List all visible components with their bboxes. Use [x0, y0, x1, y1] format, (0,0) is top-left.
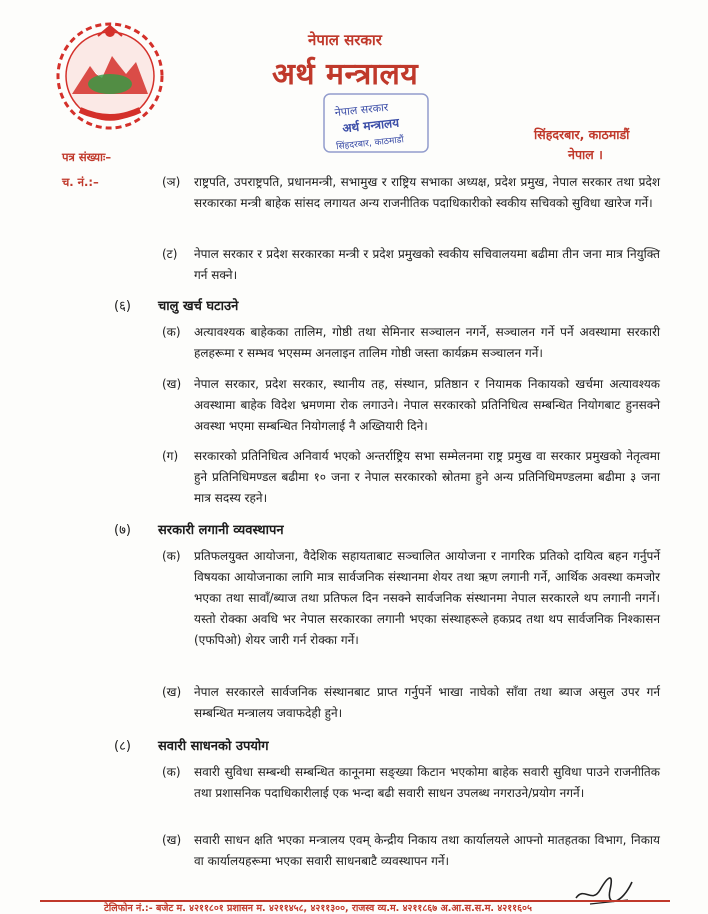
item-label: (क)	[162, 549, 181, 563]
item-text: नेपाल सरकारले सार्वजनिक संस्थानबाट प्राप्त गर्नुपर्ने भाखा नाघेको साँवा तथा ब्याज असुल उपर गर्न सम्बन्धित मन्त्रालय जवाफदेही हुने।	[194, 685, 660, 720]
list-item	[162, 172, 660, 214]
dispatch-number-label: च. नं.:–	[62, 175, 99, 189]
stamp-line-3: सिंहदरबार, काठमाडौं	[335, 135, 405, 153]
section-heading	[114, 736, 269, 754]
item-label: (ख)	[162, 833, 182, 847]
address-line-2: नेपाल ।	[568, 147, 603, 162]
item-text: नेपाल सरकार र प्रदेश सरकारका मन्त्री र प्रदेश प्रमुखको स्वकीय सचिवालयमा बढीमा तीन जना मात्र नियुक्ति गर्न सक्ने।	[194, 247, 660, 282]
section-title: सवारी साधनको उपयोग	[158, 739, 269, 754]
section-heading	[114, 296, 239, 314]
reference-number-label: पत्र संख्याः–	[62, 150, 112, 164]
item-label: (क)	[162, 325, 181, 339]
nepal-emblem-icon	[50, 18, 170, 136]
government-title: नेपाल सरकार	[308, 31, 382, 49]
item-label: (क)	[162, 765, 181, 779]
item-label: (ञ)	[162, 175, 181, 189]
list-item	[162, 762, 660, 804]
item-text: नेपाल सरकार, प्रदेश सरकार, स्थानीय तह, संस्थान, प्रतिष्ठान र नियामक निकायको खर्चमा अत्यावश्यक अवस्थामा बाहेक विदेश भ्रमणमा रोक लगाउने। नेपाल सरकारको प्रतिनिधित्व सम्बन्धित नियोगबाट हुनसक्ने अवस्था भएमा सम्बन्धित नियोगलाई नै अख्तियारी दिने।	[194, 377, 660, 433]
item-text: सवारी साधन क्षति भएका मन्त्रालय एवम् केन्द्रीय निकाय तथा कार्यालयले आफ्नो मातहतका विभाग, निकाय वा कार्यालयहरूमा भएका सवारी साधनबाटै व्यवस्थापन गर्ने।	[194, 833, 660, 868]
list-item	[162, 546, 660, 651]
item-text: राष्ट्रपति, उपराष्ट्रपति, प्रधानमन्त्री, सभामुख र राष्ट्रिय सभाका अध्यक्ष, प्रदेश प्रमुख, नेपाल सरकार तथा प्रदेश सरकारका मन्त्री बाहेक सांसद लगायत अन्य राजनीतिक पदाधिकारीको स्वकीय सचिवको सुविधा खारेज गर्ने।	[194, 175, 660, 210]
section-number: (७)	[114, 523, 131, 538]
item-text: प्रतिफलयुक्त आयोजना, वैदेशिक सहायताबाट सञ्चालित आयोजना र नागरिक प्रतिको दायित्व बहन गर्नुपर्ने विषयका आयोजनाका लागि मात्र सार्वजनिक संस्थानमा शेयर तथा ऋण लगानी गर्ने, आर्थिक अवस्था कमजोर भएका तथा सावाँ/ब्याज तथा प्रतिफल दिन नसक्ने सार्वजनिक संस्थानमा नेपाल सरकारले थप लगानी नगर्ने। यस्तो रोक्का अवधि भर नेपाल सरकारका लगानी भएका संस्थाहरूले हकप्रद तथा थप सार्वजनिक निश्कासन (एफपिओ) शेयर जारी गर्न रोक्का गर्ने।	[194, 549, 660, 647]
list-item	[162, 446, 660, 509]
section-title: चालु खर्च घटाउने	[158, 299, 239, 314]
stamp-line-1: नेपाल सरकार	[334, 100, 389, 120]
list-item	[162, 374, 660, 437]
item-text: अत्यावश्यक बाहेकका तालिम, गोष्ठी तथा सेमिनार सञ्चालन नगर्ने, सञ्चालन गर्ने पर्ने अवस्थामा सरकारी हलहरूमा र सम्भव भएसम्म अनलाइन तालिम गोष्ठी जस्ता कार्यक्रम सञ्चालन गर्ने।	[194, 325, 660, 360]
footer-contact: टेलिफोन नं.:- बजेट म. ४२११८०१ प्रशासन म. ४२११४५८, ४२११३००, राजस्व व्य.म. ४२११८६७ अ.आ.स.स.म. ४२११६०५	[104, 903, 532, 914]
item-label: (ट)	[162, 247, 178, 261]
item-text: सवारी सुविधा सम्बन्धी सम्बन्धित कानूनमा सङ्ख्या किटान भएकोमा बाहेक सवारी सुविधा पाउने राजनीतिक तथा प्रशासनिक पदाधिकारीलाई एक भन्दा बढी सवारी साधन उपलब्ध नगराउने/प्रयोग नगर्ने।	[194, 765, 660, 800]
office-stamp	[322, 92, 430, 154]
ministry-title: अर्थ मन्त्रालय	[272, 57, 419, 92]
signature-icon	[570, 864, 638, 910]
stamp-line-2: अर्थ मन्त्रालय	[341, 115, 400, 136]
section-heading	[114, 520, 284, 538]
item-text: सरकारको प्रतिनिधित्व अनिवार्य भएको अन्तर्राष्ट्रिय सभा सम्मेलनमा राष्ट्र प्रमुख वा सरकार प्रमुखको नेतृत्वमा हुने प्रतिनिधिमण्डल बढीमा १० जना र नेपाल सरकारको स्रोतमा हुने अन्य प्रतिनिधिमण्डलमा बढीमा ३ जना मात्र सदस्य रहने।	[194, 449, 660, 505]
item-label: (ग)	[162, 449, 179, 463]
list-item	[162, 322, 660, 364]
item-label: (ख)	[162, 377, 182, 391]
address-line-1: सिंहदरबार, काठमाडौं	[534, 127, 630, 142]
section-title: सरकारी लगानी व्यवस्थापन	[158, 523, 284, 538]
list-item	[162, 244, 660, 286]
section-number: (८)	[114, 739, 131, 754]
item-label: (ख)	[162, 685, 182, 699]
section-number: (६)	[114, 299, 131, 314]
list-item	[162, 682, 660, 724]
